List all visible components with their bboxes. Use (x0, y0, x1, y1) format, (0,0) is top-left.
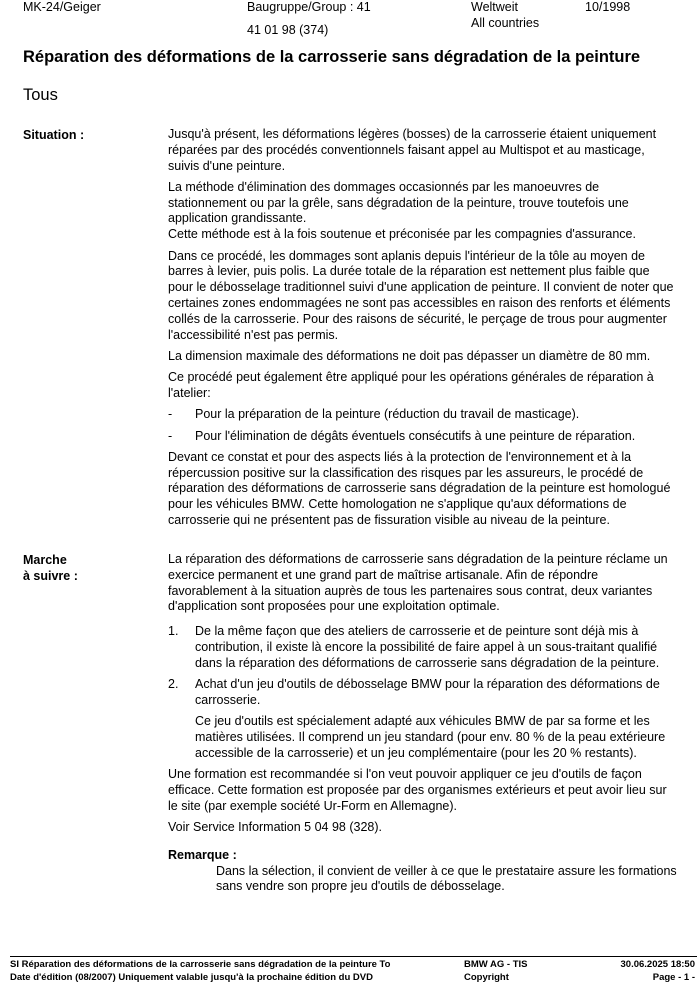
situation-paragraph: Jusqu'à présent, les déformations légères (bosses) de la carrosserie étaient uniquement réparées par des procédés conventionnels faisant appel au Multispot et au masticage, suivis d'une peinture. (168, 127, 657, 173)
bullet-marker: - (168, 407, 173, 422)
bullet-text: Pour l'élimination de dégâts éventuels consécutifs à une peinture de réparation. (195, 428, 636, 443)
procedure-label-line-1: Marche (23, 553, 67, 567)
list-item (168, 677, 678, 709)
situation-paragraph: La méthode d'élimination des dommages occasionnés par les manoeuvres de stationnement ou par la grêle, sans dégradation de la peinture, trouve toutefois une application grandissante. (168, 179, 629, 226)
footer-copyright: Copyright (464, 972, 509, 983)
situation-paragraph: Ce procédé peut également être appliqué pour les opérations générales de réparation à l'atelier: (168, 370, 654, 400)
remark-title: Remarque : (168, 847, 237, 862)
bullet-marker: - (168, 428, 173, 443)
footer-doc-title: SI Réparation des déformations de la carrosserie sans dégradation de la peinture To (10, 959, 391, 970)
footer-page-number: Page - 1 - (652, 972, 695, 983)
procedure-section (168, 552, 678, 901)
situation-paragraph: Dans ce procédé, les dommages sont aplanis depuis l'intérieur de la tôle au moyen de barres à levier, puis polis. La durée totale de la réparation est nettement plus faible que pour le débosselage traditionnel suivi d'une application de peinture. Il convient de noter que certaines zones endommagées ne sont pas accessibles en raison des renforts et éléments collés de la carrosserie. Pour des raisons de sécurité, le perçage de trous pour augmenter l'accessibilité n'est pas permis. (168, 248, 674, 342)
group-code: Baugruppe/Group : 41 (247, 0, 371, 14)
document-date: 10/1998 (585, 0, 631, 14)
see-also-reference: Voir Service Information 5 04 98 (328). (168, 819, 383, 834)
item-number: 2. (168, 677, 179, 692)
footer-divider (10, 956, 697, 957)
doc-reference: MK-24/Geiger (23, 0, 101, 14)
list-item (168, 624, 678, 671)
footer-timestamp: 30.06.2025 18:50 (620, 959, 695, 970)
remark-text: Dans la sélection, il convient de veiller à ce que le prestataire assure les formations sans vendre son propre jeu d'outils de débosselage. (216, 863, 677, 894)
item-text: De la même façon que des ateliers de carrosserie et de peinture sont déjà mis à contribution, il existe là encore la possibilité de faire appel à un sous-traitant qualifié dans la réparation des déformations de carrosserie sans dégradation de la peinture. (195, 624, 660, 670)
document-title: Réparation des déformations de la carrosserie sans dégradation de la peinture (23, 48, 641, 66)
item-detail: Ce jeu d'outils est spécialement adapté aux véhicules BMW de par sa forme et les matières utilisées. Il comprend un jeu standard (pour env. 80 % de la peau extérieure accessible de la carrosserie) et un jeu complémentaire (pour les 20 % restants). (195, 714, 666, 760)
procedure-intro: La réparation des déformations de carrosserie sans dégradation de la peinture réclame un exercice permanent et une grand part de maîtrise artisanale. Afin de répondre favorablement à la situation auprès de tous les partenaires sous contrat, deux variantes d'application sont proposées pour une exploitation optimale. (168, 552, 668, 614)
situation-closing: Devant ce constat et pour des aspects liés à la protection de l'environnement et à la répercussion positive sur la classification des risques par les assureurs, le procédé de réparation des déformations de carrosserie sans dégradation de la peinture est homologué pour les véhicules BMW. Cette homologation ne s'applique qu'aux déformations de carrosserie qui ne présentent pas de fissuration visible au niveau de la peinture. (168, 449, 671, 528)
footer-edition: Date d'édition (08/2007) Uniquement valable jusqu'à la prochaine édition du DVD (10, 972, 373, 983)
situation-paragraph: La dimension maximale des déformations ne doit pas dépasser un diamètre de 80 mm. (168, 348, 651, 363)
list-item (168, 407, 678, 423)
training-paragraph: Une formation est recommandée si l'on veut pouvoir appliquer ce jeu d'outils de façon efficace. Cette formation est proposée par des organismes extérieurs et peut avoir lieu sur le site (par exemple société Ur-Form en Allemagne). (168, 767, 667, 813)
situation-paragraph: Cette méthode est à la fois soutenue et préconisée par les compagnies d'assurance. (168, 227, 636, 242)
item-number: 1. (168, 624, 179, 639)
footer-publisher: BMW AG - TIS (464, 959, 528, 970)
situation-section (168, 127, 678, 534)
document-subtitle: Tous (23, 86, 58, 104)
bullet-text: Pour la préparation de la peinture (réduction du travail de masticage). (195, 407, 580, 422)
item-text: Achat d'un jeu d'outils de débosselage BMW pour la réparation des déformations de carrosserie. (195, 677, 660, 707)
group-number: 41 01 98 (374) (247, 23, 329, 37)
situation-label: Situation : (23, 128, 85, 142)
list-item (168, 429, 678, 445)
region-line-2: All countries (471, 16, 540, 30)
region-line-1: Weltweit (471, 0, 519, 14)
procedure-label-line-2: à suivre : (23, 569, 78, 583)
